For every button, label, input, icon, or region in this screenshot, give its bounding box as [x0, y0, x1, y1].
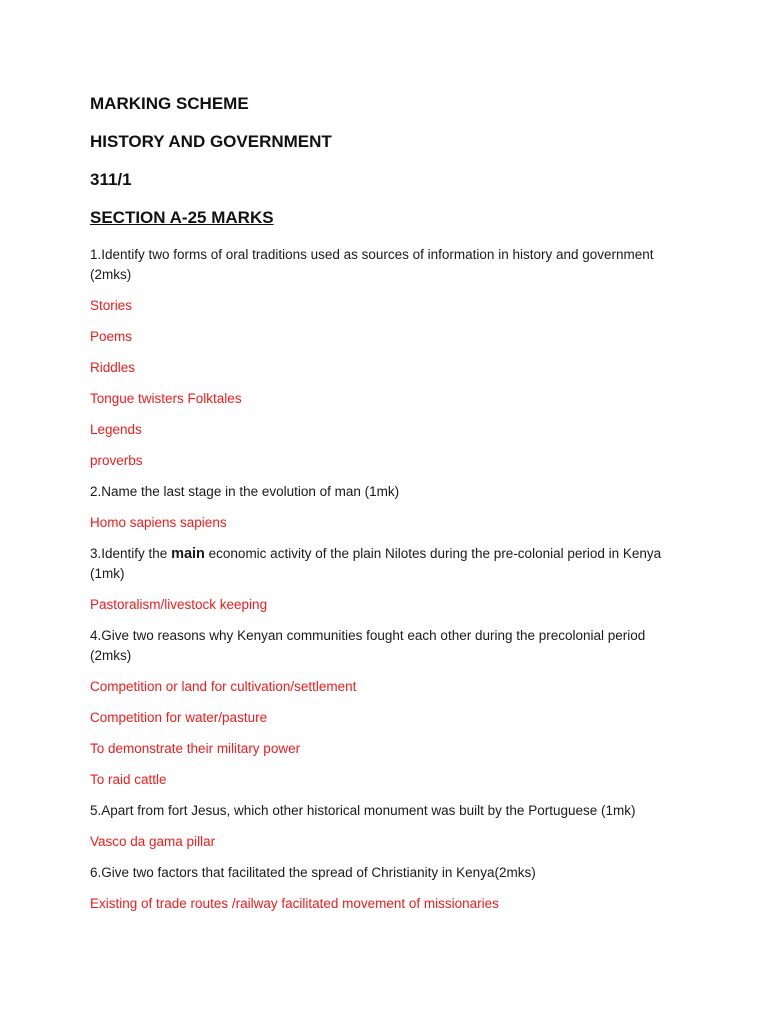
- answer-1-1: Stories: [90, 298, 133, 313]
- answer-1-3: Riddles: [90, 360, 136, 375]
- question-6: 6.Give two factors that facilitated the spread of Christianity in Kenya(2mks): [90, 865, 536, 880]
- question-3-pre: 3.Identify the: [90, 546, 172, 561]
- answer-6-1: Existing of trade routes /railway facilitated movement of missionaries: [90, 896, 499, 911]
- answer-4-1: Competition or land for cultivation/settlement: [90, 679, 357, 694]
- answer-1-4: Tongue twisters Folktales: [90, 391, 242, 406]
- title-marking-scheme: MARKING SCHEME: [90, 94, 249, 113]
- question-5: 5.Apart from fort Jesus, which other historical monument was built by the Portuguese (1mk): [90, 803, 636, 818]
- answer-5-1: Vasco da gama pillar: [90, 834, 216, 849]
- question-3: [90, 544, 690, 584]
- question-1: 1.Identify two forms of oral traditions used as sources of information in history and government (2mks): [90, 247, 654, 282]
- question-3-post: economic activity of the plain Nilotes during the pre-colonial period in Kenya (1mk): [90, 546, 662, 581]
- answer-4-4: To raid cattle: [90, 772, 167, 787]
- question-4: 4.Give two reasons why Kenyan communities fought each other during the precolonial period (2mks): [90, 628, 646, 663]
- subject-title: HISTORY AND GOVERNMENT: [90, 132, 332, 151]
- answer-1-2: Poems: [90, 329, 133, 344]
- answer-1-5: Legends: [90, 422, 142, 437]
- answer-3-1: Pastoralism/livestock keeping: [90, 597, 268, 612]
- answer-4-3: To demonstrate their military power: [90, 741, 301, 756]
- question-3-emphasis: main: [171, 546, 205, 562]
- paper-code: 311/1: [90, 170, 132, 189]
- answer-4-2: Competition for water/pasture: [90, 710, 268, 725]
- section-heading: SECTION A-25 MARKS: [90, 208, 274, 227]
- question-2: 2.Name the last stage in the evolution of man (1mk): [90, 484, 400, 499]
- answer-1-6: proverbs: [90, 453, 143, 468]
- document-body: [90, 93, 690, 925]
- answer-2-1: Homo sapiens sapiens: [90, 515, 227, 530]
